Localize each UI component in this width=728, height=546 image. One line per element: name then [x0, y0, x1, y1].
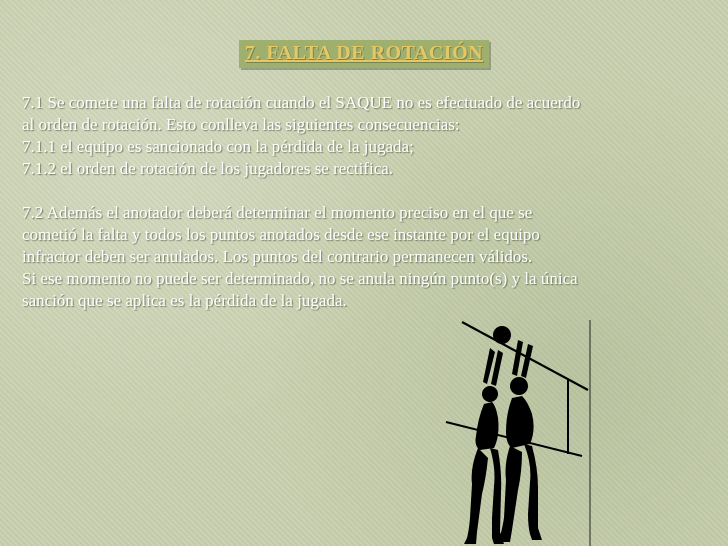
player-silhouette-left: [464, 348, 504, 544]
rule-7-2-line-4: Si ese momento no puede ser determinado, no se anula ningún punto(s) y la única: [22, 269, 578, 288]
rule-7-1-2: 7.1.2 el orden de rotación de los jugadores se rectifica.: [22, 159, 394, 178]
rule-7-2-line-5: sanción que se aplica es la pérdida de la jugada.: [22, 291, 347, 310]
player-silhouette-right: [498, 340, 542, 542]
rule-7-2-line-2: cometió la falta y todos los puntos anotados desde ese instante por el equipo: [22, 225, 540, 244]
rule-7-2-line-1: 7.2 Además el anotador deberá determinar el momento preciso en el que se: [22, 203, 533, 222]
rule-7-1-line-2: al orden de rotación. Esto conlleva las siguientes consecuencias:: [22, 115, 460, 134]
rule-7-1-line-1: 7.1 Se comete una falta de rotación cuando el SAQUE no es efectuado de acuerdo: [22, 93, 581, 112]
title-container: [0, 40, 728, 68]
paragraph-gap: [22, 180, 712, 202]
slide-body: [22, 92, 712, 312]
volleyball-block-illustration: [440, 318, 600, 546]
rule-7-1-1: 7.1.1 el equipo es sancionado con la pérdida de la jugada;: [22, 137, 414, 156]
rule-7-2-line-3: infractor deben ser anulados. Los puntos del contrario permanecen válidos.: [22, 247, 533, 266]
slide-title: 7. FALTA DE ROTACIÓN: [239, 40, 489, 68]
volleyball-icon: [493, 326, 511, 344]
